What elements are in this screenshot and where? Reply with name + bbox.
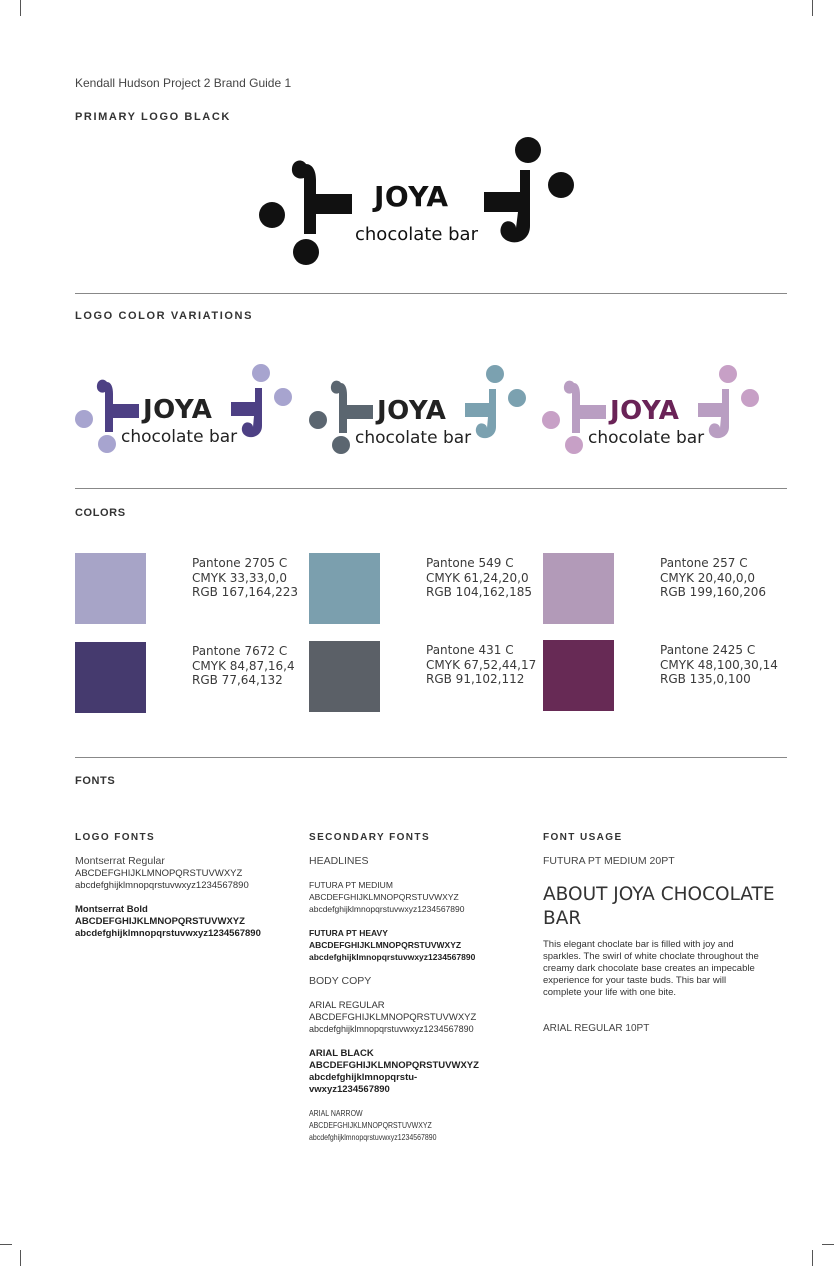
font-sample-lower: abcdefghijklmnopqrstuvwxyz1234567890 [309, 952, 476, 962]
logo-variation-plum-tagline: chocolate bar [588, 428, 705, 448]
font-name: ARIAL BLACK [309, 1048, 374, 1059]
document-header: Kendall Hudson Project 2 Brand Guide 1 [75, 76, 292, 90]
logo-variation-slate-tagline: chocolate bar [355, 428, 472, 448]
crop-mark-right-bottom-h [822, 1244, 834, 1245]
color-swatch [543, 640, 614, 711]
crop-mark-left-bottom-h [0, 1244, 12, 1245]
primary-logo-tagline: chocolate bar [355, 224, 478, 245]
crop-mark-right-bottom-v [812, 1250, 813, 1266]
body-copy-label: BODY COPY [309, 975, 372, 987]
font-name: Montserrat Bold [75, 904, 148, 915]
color-swatch [75, 553, 146, 624]
logo-fonts-title: LOGO FONTS [75, 832, 156, 843]
crop-mark-top-right [812, 0, 813, 16]
divider [75, 757, 787, 758]
font-sample-upper: ABCDEFGHIJKLMNOPQRSTUVWXYZ [75, 916, 245, 927]
color-info: Pantone 7672 C CMYK 84,87,16,4 RGB 77,64,132 [192, 644, 295, 687]
font-name: ARIAL NARROW [309, 1108, 363, 1118]
font-sample-upper: ABCDEFGHIJKLMNOPQRSTUVWXYZ [309, 1120, 432, 1130]
logo-variation-slate [309, 365, 527, 457]
font-sample-lower: vwxyz1234567890 [309, 1084, 390, 1095]
secondary-fonts-title: SECONDARY FONTS [309, 832, 431, 843]
font-name: ARIAL REGULAR [309, 1000, 385, 1011]
crop-mark-top-left [20, 0, 21, 16]
font-sample-upper: ABCDEFGHIJKLMNOPQRSTUVWXYZ [309, 892, 459, 902]
logo-variation-purple-wordmark: JOYA [143, 395, 213, 425]
divider [75, 488, 787, 489]
font-sample-lower: abcdefghijklmnopqrstuvwxyz1234567890 [75, 928, 261, 939]
font-sample-upper: ABCDEFGHIJKLMNOPQRSTUVWXYZ [309, 940, 462, 950]
font-name: Montserrat Regular [75, 855, 165, 867]
color-info: Pantone 257 C CMYK 20,40,0,0 RGB 199,160,206 [660, 556, 767, 599]
body-spec: ARIAL REGULAR 10PT [543, 1023, 650, 1034]
sample-headline: ABOUT JOYA CHOCOLATE BAR [543, 884, 775, 929]
primary-logo-wordmark: JOYA [374, 180, 449, 213]
color-swatch [75, 642, 146, 713]
logo-variation-purple [75, 364, 293, 456]
section-title-logo-variations: LOGO COLOR VARIATIONS [75, 310, 254, 322]
divider [75, 293, 787, 294]
logo-variation-plum [542, 365, 760, 457]
font-sample-lower: abcdefghijklmnopqrstuvwxyz1234567890 [309, 1132, 437, 1142]
color-info: Pantone 549 C CMYK 61,24,20,0 RGB 104,162,185 [426, 556, 533, 599]
logo-variation-purple-tagline: chocolate bar [121, 427, 238, 447]
section-title-colors: COLORS [75, 507, 126, 519]
section-title-primary-logo: PRIMARY LOGO BLACK [75, 111, 231, 123]
color-swatch [309, 641, 380, 712]
font-sample-lower: abcdefghijklmnopqrstu- [309, 1072, 418, 1083]
font-name: FUTURA PT HEAVY [309, 928, 388, 938]
primary-logo [258, 136, 578, 270]
font-name: FUTURA PT MEDIUM [309, 880, 393, 890]
color-info: Pantone 2425 C CMYK 48,100,30,14 RGB 135,0,100 [660, 643, 778, 686]
color-info: Pantone 2705 C CMYK 33,33,0,0 RGB 167,164,223 [192, 556, 299, 599]
font-sample-upper: ABCDEFGHIJKLMNOPQRSTUVWXYZ [309, 1060, 479, 1071]
font-sample-lower: abcdefghijklmnopqrstuvwxyz1234567890 [75, 880, 249, 891]
font-sample-lower: abcdefghijklmnopqrstuvwxyz1234567890 [309, 904, 465, 914]
logo-variation-slate-wordmark: JOYA [377, 396, 447, 426]
font-sample-upper: ABCDEFGHIJKLMNOPQRSTUVWXYZ [75, 868, 243, 879]
headline-spec: FUTURA PT MEDIUM 20PT [543, 855, 675, 867]
section-title-fonts: FONTS [75, 775, 116, 787]
color-swatch [543, 553, 614, 624]
font-sample-lower: abcdefghijklmnopqrstuvwxyz1234567890 [309, 1024, 474, 1034]
color-swatch [309, 553, 380, 624]
crop-mark-left-bottom-v [20, 1250, 21, 1266]
logo-variation-plum-wordmark: JOYA [610, 396, 680, 426]
headlines-label: HEADLINES [309, 855, 369, 867]
color-info: Pantone 431 C CMYK 67,52,44,17 RGB 91,102,112 [426, 643, 537, 686]
font-sample-upper: ABCDEFGHIJKLMNOPQRSTUVWXYZ [309, 1012, 477, 1023]
sample-body-copy: This elegant choclate bar is filled with joy and sparkles. The swirl of white choclate throughout the creamy dark chocolate base creates an impecable experience for your taste buds. This bar will complete your life with one bite. [543, 939, 759, 998]
font-usage-title: FONT USAGE [543, 832, 623, 843]
